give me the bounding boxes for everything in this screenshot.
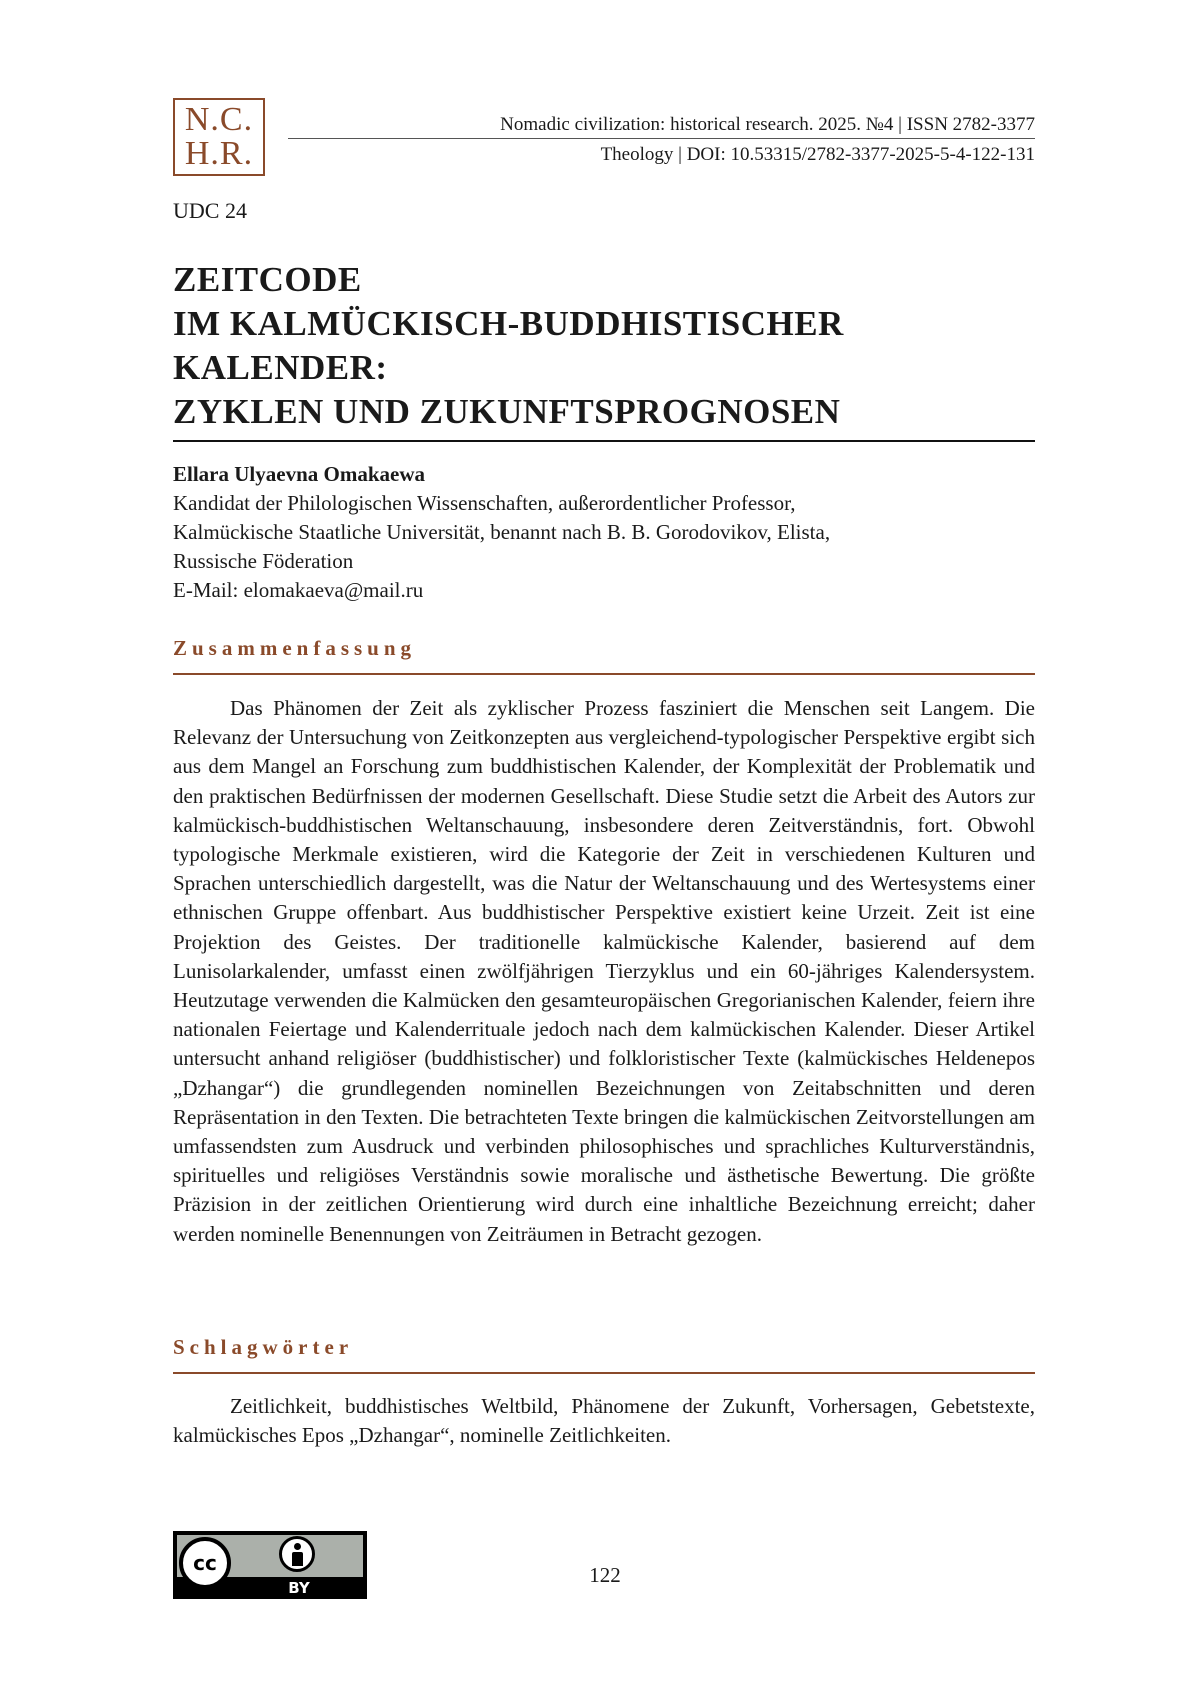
logo-line-2: H.R. <box>184 135 254 172</box>
abstract-heading: Zusammenfassung <box>173 636 417 660</box>
keywords-heading: Schlagwörter <box>173 1335 354 1359</box>
author-country: Russische Föderation <box>173 549 354 573</box>
abstract-divider <box>173 673 1035 675</box>
journal-line: Nomadic civilization: historical research. 2025. №4 | ISSN 2782-3377 <box>500 114 1035 135</box>
author-block <box>173 460 1035 605</box>
attribution-person-icon <box>279 1536 315 1572</box>
logo-line-1: N.C. <box>184 101 254 138</box>
abstract-text: Das Phänomen der Zeit als zyklischer Prozess fasziniert die Menschen seit Langem. Die Relevanz der Untersuchung von Zeitkonzepten aus vergleichend-typologischer Perspektive ergibt sich aus dem Mangel an Forschung zum buddhistischen Kalender, der Komplexität der Problematik und den praktischen Bedürfnissen der modernen Gesellschaft. Diese Studie setzt die Arbeit des Autors zur kalmückisch-buddhistischen Weltanschauung, insbesondere deren Zeitverständnis, fort. Obwohl typologische Merkmale existieren, wird die Kategorie der Zeit in verschiedenen Kulturen und Sprachen unterschiedlich dargestellt, was die Natur der Weltanschauung und des Wertesystems einer ethnischen Gruppe offenbart. Aus buddhistischer Perspektive existiert keine Urzeit. Zeit ist eine Projektion des Geistes. Der traditionelle kalmückische Kalender, basierend auf dem Lunisolarkalender, umfasst einen zwölfjährigen Tierzyklus und ein 60-jähriges Kalendersystem. Heutzutage verwenden die Kalmücken den gesamteuropäischen Gregorianischen Kalender, feiern ihre nationalen Feiertage und Kalenderrituale jedoch nach dem kalmückischen Kalender. Dieser Artikel untersucht anhand religiöser (buddhistischer) und folkloristischer Texte (kalmückisches Heldenepos „Dzhangar“) die grundlegenden nominellen Bezeichnungen von Zeitabschnitten und deren Repräsentation in den Texten. Die betrachteten Texte bringen die kalmückischen Zeitvorstellungen am umfassendsten zum Ausdruck und verbinden philosophisches und sprachliches Kulturverständnis, spirituelles und religiöses Verständnis sowie moralische und ästhetische Bewertung. Die größte Präzision in der zeitlichen Orientierung wird durch eine inhaltliche Bezeichnung erreicht; daher werden nominelle Benennungen von Zeiträumen in Betracht gezogen. <box>173 696 1035 1246</box>
cc-icon: cc <box>179 1537 231 1589</box>
running-header <box>275 110 1035 170</box>
keywords-text: Zeitlichkeit, buddhistisches Weltbild, Phänomene der Zukunft, Vorhersagen, Gebetstexte, kalmückisches Epos „Dzhangar“, nominelle Zeitlichkeiten. <box>173 1394 1035 1447</box>
author-affiliation: Kalmückische Staatliche Universität, benannt nach B. B. Gorodovikov, Elista, <box>173 520 831 544</box>
doi-line: Theology | DOI: 10.53315/2782-3377-2025-5-4-122-131 <box>600 144 1035 165</box>
page-number: 122 <box>589 1563 621 1587</box>
title-line-4: ZYKLEN UND ZUKUNFTSPROGNOSEN <box>173 392 841 431</box>
cc-by-license-badge[interactable] <box>173 1531 367 1599</box>
title-line-1: ZEITCODE <box>173 260 362 299</box>
title-line-2: IM KALMÜCKISCH-BUDDHISTISCHER <box>173 304 844 343</box>
journal-logo <box>173 98 265 176</box>
article-title <box>173 258 1033 434</box>
by-label: BY <box>288 1579 310 1597</box>
author-name: Ellara Ulyaevna Omakaewa <box>173 462 425 486</box>
author-email[interactable]: E-Mail: elomakaeva@mail.ru <box>173 578 424 602</box>
header-divider <box>288 138 1035 139</box>
author-position: Kandidat der Philologischen Wissenschaften, außerordentlicher Professor, <box>173 491 796 515</box>
udc-code: UDC 24 <box>173 198 247 223</box>
keywords-divider <box>173 1372 1035 1374</box>
title-line-3: KALENDER: <box>173 348 388 387</box>
title-divider <box>173 440 1035 442</box>
